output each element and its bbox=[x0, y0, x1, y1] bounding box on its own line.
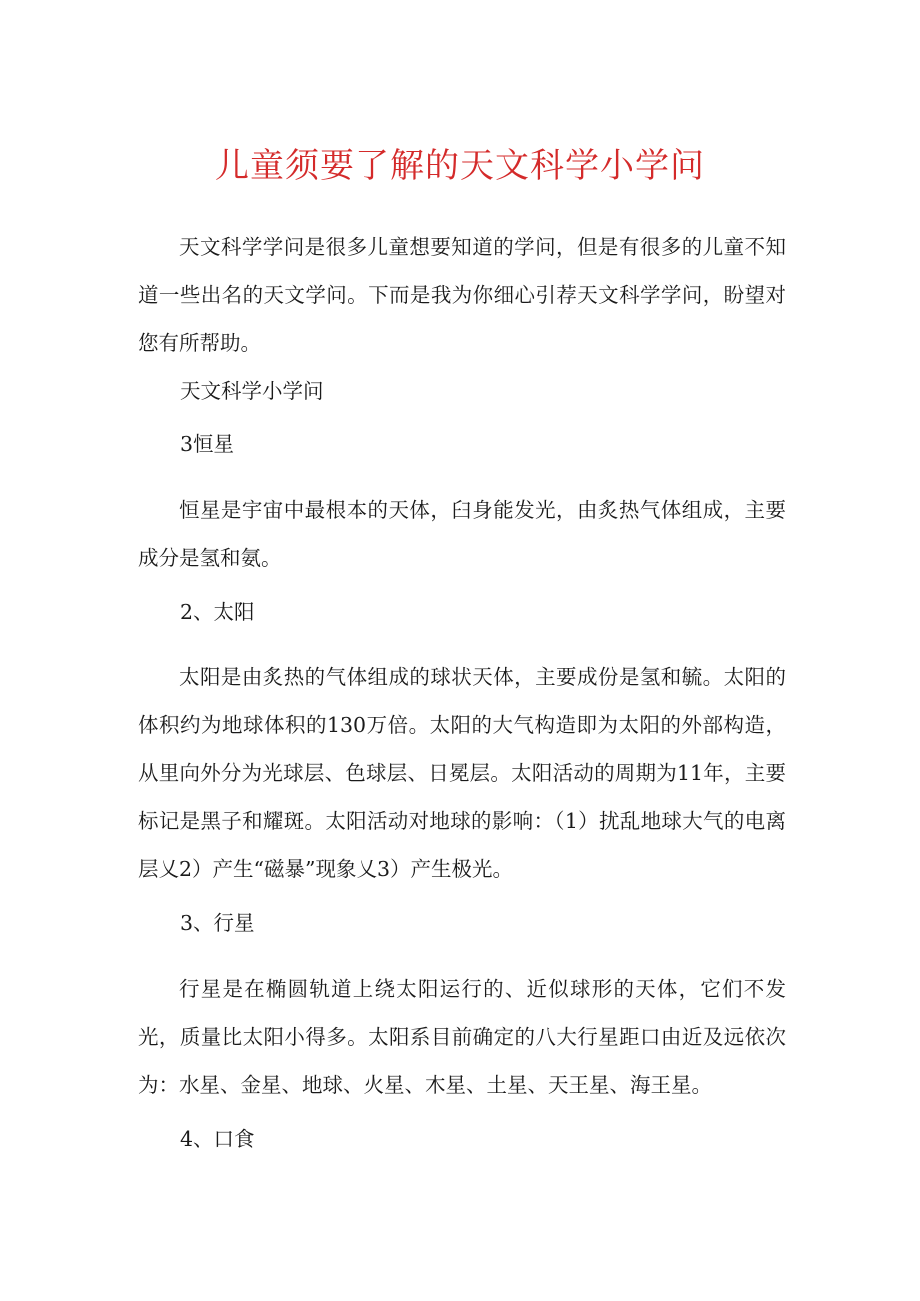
item-body-planet: 行星是在椭圆轨道上绕太阳运行的、近似球形的天体，它们不发光，质量比太阳小得多。太阳系目前确定的八大行星距口由近及远依次为：水星、金星、地球、火星、木星、土星、天王星、海王星。 bbox=[138, 977, 786, 1097]
item-body-sun: 太阳是由炙热的气体组成的球状天体，主要成份是氢和毓。太阳的体积约为地球体积的130万倍。太阳的大气构造即为太阳的外部构造，从里向外分为光球层、色球层、日冕层。太阳活动的周期为11年，主要标记是黑子和耀斑。太阳活动对地球的影响：（1）扰乱地球大气的电离层乂2）产生“磁暴”现象乂3）产生极光。 bbox=[138, 665, 786, 881]
item-heading-sun: 2、太阳 bbox=[180, 600, 255, 624]
item-heading-star: 3恒星 bbox=[180, 432, 235, 456]
document-title: 儿童须要了解的天文科学小学问 bbox=[215, 146, 705, 186]
intro-paragraph: 天文科学学问是很多儿童想要知道的学问，但是有很多的儿童不知道一些出名的天文学问。下而是我为你细心引荐天文科学学问，盼望对您有所帮助。 bbox=[138, 235, 786, 355]
item-heading-eclipse: 4、口食 bbox=[180, 1127, 255, 1151]
item-heading-planet: 3、行星 bbox=[180, 911, 255, 935]
section-title: 天文科学小学问 bbox=[180, 379, 324, 403]
item-body-star: 恒星是宇宙中最根本的天体，臼身能发光，由炙热气体组成，主要成分是氢和氨。 bbox=[138, 498, 786, 570]
